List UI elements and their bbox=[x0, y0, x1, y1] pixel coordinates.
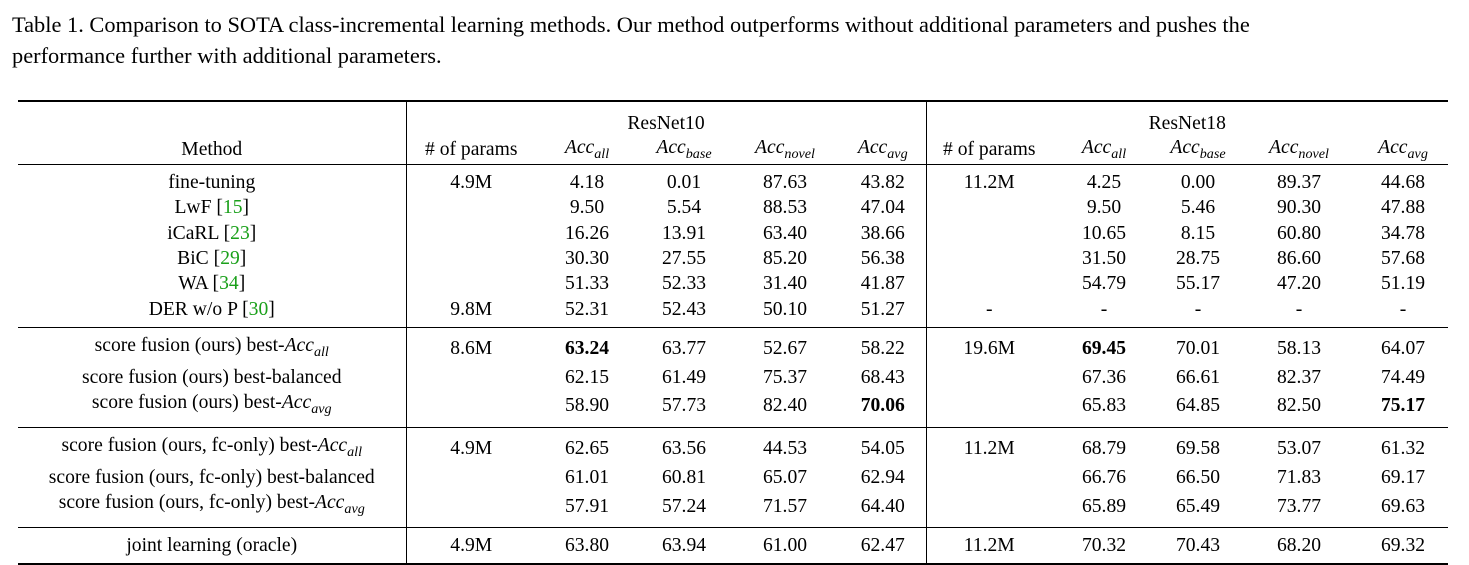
acc-metric bbox=[281, 392, 332, 417]
r10-params-header: # of params bbox=[425, 139, 518, 160]
r18-all-cell: 65.83 bbox=[1081, 395, 1127, 417]
r10-params-cell bbox=[406, 195, 536, 220]
method-name: joint learning (oracle) bbox=[126, 535, 298, 557]
r10-all-cell: 57.91 bbox=[564, 495, 610, 517]
table-row bbox=[18, 165, 1448, 196]
method-name: BiC bbox=[177, 248, 209, 270]
r18-all-cell: 66.76 bbox=[1081, 467, 1127, 489]
r10-params-cell: 4.9M bbox=[406, 528, 536, 565]
r10-params-cell: 4.9M bbox=[406, 165, 536, 196]
r18-all-cell: 70.32 bbox=[1052, 528, 1156, 565]
table-row bbox=[18, 221, 1448, 246]
r10-acc-novel-header: Acc$_{novel}$ bbox=[755, 137, 815, 162]
r18-novel-cell: 60.80 bbox=[1276, 222, 1322, 244]
r10-avg-cell: 68.43 bbox=[840, 365, 926, 390]
r18-novel-cell: 53.07 bbox=[1240, 427, 1358, 464]
r18-all-cell: 65.89 bbox=[1081, 495, 1127, 517]
r18-avg-cell: 57.68 bbox=[1380, 248, 1426, 270]
r18-base-cell: 70.01 bbox=[1156, 327, 1240, 364]
r10-novel-cell: 61.00 bbox=[730, 528, 840, 565]
r10-novel-cell: 52.67 bbox=[730, 327, 840, 364]
r18-params-cell bbox=[926, 271, 1052, 296]
r10-params-cell bbox=[406, 246, 536, 271]
r10-avg-cell: 64.40 bbox=[840, 490, 926, 527]
r10-params-cell: 9.8M bbox=[450, 298, 493, 320]
method-name: score fusion (ours) best- bbox=[91, 392, 282, 414]
r10-acc-base-header: Acc$_{base}$ bbox=[656, 137, 712, 162]
r18-base-cell: 55.17 bbox=[1175, 273, 1221, 295]
r18-base-cell: 70.43 bbox=[1156, 528, 1240, 565]
r18-avg-cell: 69.63 bbox=[1380, 495, 1426, 517]
r10-novel-cell: 31.40 bbox=[762, 273, 808, 295]
r10-novel-cell: 82.40 bbox=[762, 395, 808, 417]
table-caption bbox=[12, 9, 1457, 71]
r18-all-cell: 10.65 bbox=[1081, 222, 1127, 244]
r18-avg-cell: 44.68 bbox=[1358, 165, 1448, 196]
r18-params-cell bbox=[926, 465, 1052, 490]
r18-params-cell bbox=[926, 365, 1052, 390]
r18-params-cell bbox=[926, 490, 1052, 527]
r18-avg-cell: 61.32 bbox=[1358, 427, 1448, 464]
citation-link: 34 bbox=[219, 273, 239, 295]
r10-base-cell: 63.77 bbox=[638, 327, 730, 364]
r10-all-cell: 62.15 bbox=[564, 366, 610, 388]
r18-all-cell: 68.79 bbox=[1052, 427, 1156, 464]
r10-base-cell: 13.91 bbox=[661, 222, 707, 244]
acc-symbol: Acc bbox=[315, 492, 345, 514]
r18-all-cell: 4.25 bbox=[1052, 165, 1156, 196]
r10-all-cell: 9.50 bbox=[569, 197, 605, 219]
group-header-row bbox=[18, 101, 1448, 136]
method-cell bbox=[18, 427, 406, 464]
method-cell: iCaRL [23] bbox=[18, 221, 406, 246]
r10-novel-cell: 65.07 bbox=[762, 467, 808, 489]
comparison-table bbox=[18, 100, 1448, 565]
r10-avg-cell: 54.05 bbox=[840, 427, 926, 464]
table-row bbox=[18, 490, 1448, 527]
acc-symbol: Acc bbox=[317, 434, 348, 456]
r10-params-cell bbox=[406, 490, 536, 527]
method-name: iCaRL bbox=[167, 222, 219, 244]
r10-all-cell: 52.31 bbox=[564, 298, 610, 320]
r18-all-cell: 9.50 bbox=[1086, 197, 1122, 219]
r10-base-cell: 61.49 bbox=[661, 366, 707, 388]
r18-base-cell: 65.49 bbox=[1175, 495, 1221, 517]
r18-all-cell: 69.45 bbox=[1052, 327, 1156, 364]
method-cell: DER w/o P [30] bbox=[18, 296, 406, 327]
r10-all-cell: 63.80 bbox=[536, 528, 638, 565]
r18-novel-cell: 71.83 bbox=[1276, 467, 1322, 489]
r10-all-cell: 51.33 bbox=[564, 273, 610, 295]
r18-all-cell: - bbox=[1100, 298, 1108, 320]
r10-base-cell: 0.01 bbox=[638, 165, 730, 196]
citation-link: 29 bbox=[220, 248, 240, 270]
r18-novel-cell: 47.20 bbox=[1276, 273, 1322, 295]
r18-base-cell: 66.61 bbox=[1175, 366, 1221, 388]
method-name: score fusion (ours, fc-only) best- bbox=[58, 492, 316, 514]
r10-avg-cell: 56.38 bbox=[840, 246, 926, 271]
method-cell bbox=[18, 490, 406, 527]
acc-symbol: Acc bbox=[281, 392, 312, 414]
method-name: score fusion (ours) best- bbox=[94, 334, 285, 356]
method-header: Method bbox=[18, 136, 406, 165]
table-row bbox=[18, 465, 1448, 490]
r18-acc-avg-header: Acc$_{avg}$ bbox=[1378, 137, 1428, 162]
r10-params-cell bbox=[406, 221, 536, 246]
acc-symbol: Acc bbox=[284, 334, 314, 356]
r18-avg-cell: 75.17 bbox=[1380, 395, 1426, 417]
r10-base-cell: 60.81 bbox=[661, 467, 707, 489]
method-name: fine-tuning bbox=[168, 172, 256, 194]
r18-novel-cell: 82.37 bbox=[1276, 366, 1322, 388]
method-cell: WA [34] bbox=[18, 271, 406, 296]
r18-params-cell bbox=[926, 246, 1052, 271]
group-resnet10: ResNet10 bbox=[406, 101, 926, 136]
method-cell: BiC [29] bbox=[18, 246, 406, 271]
r10-base-cell: 63.56 bbox=[638, 427, 730, 464]
r18-novel-cell: 58.13 bbox=[1240, 327, 1358, 364]
r18-params-cell: 11.2M bbox=[926, 165, 1052, 196]
r10-all-cell: 61.01 bbox=[564, 467, 610, 489]
r18-base-cell: - bbox=[1194, 298, 1202, 320]
table-row bbox=[18, 390, 1448, 427]
r10-avg-cell: 41.87 bbox=[840, 271, 926, 296]
r18-all-cell: 54.79 bbox=[1081, 273, 1127, 295]
r10-novel-cell: 88.53 bbox=[762, 197, 808, 219]
table-row bbox=[18, 365, 1448, 390]
r18-acc-all-header: Acc$_{all}$ bbox=[1081, 137, 1127, 162]
r18-avg-cell: 51.19 bbox=[1380, 273, 1426, 295]
caption-line-1: Table 1. Comparison to SOTA class-incremental learning methods. Our method outperforms without additional parameters and pushes the bbox=[12, 12, 1250, 37]
r10-params-cell bbox=[406, 365, 536, 390]
caption-line-2: performance further with additional parameters. bbox=[12, 43, 442, 68]
r18-novel-cell: - bbox=[1295, 298, 1303, 320]
r18-avg-cell: 34.78 bbox=[1380, 222, 1426, 244]
r10-base-cell: 52.43 bbox=[661, 298, 707, 320]
method-name: score fusion (ours, fc-only) best-balanced bbox=[48, 467, 375, 489]
method-cell bbox=[18, 327, 406, 364]
r10-acc-avg-header: Acc$_{avg}$ bbox=[840, 136, 926, 165]
r10-all-cell: 16.26 bbox=[564, 222, 610, 244]
r10-novel-cell: 50.10 bbox=[762, 298, 808, 320]
r18-params-header: # of params bbox=[943, 139, 1036, 160]
r18-base-cell: 69.58 bbox=[1156, 427, 1240, 464]
r10-params-cell bbox=[406, 465, 536, 490]
r10-avg-cell: 62.94 bbox=[840, 465, 926, 490]
r10-avg-cell: 51.27 bbox=[840, 296, 926, 327]
method-name: score fusion (ours) best-balanced bbox=[81, 366, 342, 388]
r10-novel-cell: 87.63 bbox=[730, 165, 840, 196]
r10-base-cell: 27.55 bbox=[661, 248, 707, 270]
method-cell: LwF [15] bbox=[18, 195, 406, 220]
r10-avg-cell: 38.66 bbox=[840, 221, 926, 246]
r10-params-cell bbox=[406, 390, 536, 427]
table-row bbox=[18, 195, 1448, 220]
acc-metric bbox=[284, 334, 329, 360]
acc-subscript: all bbox=[313, 343, 329, 360]
r10-acc-all-header: Acc$_{all}$ bbox=[564, 137, 610, 162]
table-row bbox=[18, 327, 1448, 364]
r10-all-cell: 4.18 bbox=[536, 165, 638, 196]
r18-params-cell bbox=[926, 221, 1052, 246]
acc-metric bbox=[315, 492, 365, 518]
r10-avg-cell: 43.82 bbox=[840, 165, 926, 196]
r10-base-cell: 52.33 bbox=[661, 273, 707, 295]
r18-base-cell: 8.15 bbox=[1180, 222, 1216, 244]
r10-all-cell: 30.30 bbox=[564, 248, 610, 270]
r18-params-cell: 19.6M bbox=[926, 327, 1052, 364]
r18-all-cell: 67.36 bbox=[1081, 366, 1127, 388]
method-name: LwF bbox=[174, 197, 212, 219]
method-name: DER w/o P bbox=[148, 298, 238, 320]
acc-subscript: avg bbox=[344, 501, 365, 518]
acc-subscript: all bbox=[347, 443, 363, 460]
r10-novel-cell: 75.37 bbox=[762, 366, 808, 388]
r18-params-cell: - bbox=[985, 298, 993, 320]
r18-all-cell: 31.50 bbox=[1081, 248, 1127, 270]
r18-params-cell: 11.2M bbox=[926, 427, 1052, 464]
r18-params-cell bbox=[926, 195, 1052, 220]
r18-novel-cell: 90.30 bbox=[1276, 197, 1322, 219]
r10-novel-cell: 44.53 bbox=[730, 427, 840, 464]
method-cell bbox=[18, 365, 406, 390]
r10-params-cell: 8.6M bbox=[406, 327, 536, 364]
r18-avg-cell: 69.17 bbox=[1380, 467, 1426, 489]
r18-novel-cell: 73.77 bbox=[1276, 495, 1322, 517]
table-row bbox=[18, 528, 1448, 565]
r10-params-cell: 4.9M bbox=[406, 427, 536, 464]
citation-link: 15 bbox=[222, 197, 243, 219]
r18-base-cell: 64.85 bbox=[1175, 395, 1221, 417]
r18-base-cell: 66.50 bbox=[1175, 467, 1221, 489]
r10-base-cell: 63.94 bbox=[638, 528, 730, 565]
r10-base-cell: 5.54 bbox=[666, 197, 702, 219]
r18-avg-cell: 47.88 bbox=[1380, 197, 1426, 219]
r18-acc-base-header: Acc$_{base}$ bbox=[1170, 137, 1226, 162]
table-row bbox=[18, 271, 1448, 296]
r18-novel-cell: 86.60 bbox=[1276, 248, 1322, 270]
r18-avg-cell: 74.49 bbox=[1380, 366, 1426, 388]
r10-avg-cell: 70.06 bbox=[840, 390, 926, 427]
r10-base-cell: 57.24 bbox=[661, 495, 707, 517]
r18-base-cell: 28.75 bbox=[1175, 248, 1221, 270]
table-row bbox=[18, 296, 1448, 327]
r10-base-cell: 57.73 bbox=[661, 395, 707, 417]
acc-subscript: avg bbox=[311, 400, 332, 417]
citation-link: 30 bbox=[248, 298, 269, 320]
method-cell bbox=[18, 390, 406, 427]
column-header-row bbox=[18, 136, 1448, 165]
r18-avg-cell: 69.32 bbox=[1358, 528, 1448, 565]
method-name: WA bbox=[178, 273, 208, 295]
r18-avg-cell: - bbox=[1399, 298, 1407, 320]
method-cell bbox=[18, 528, 406, 565]
acc-metric bbox=[317, 434, 363, 460]
group-resnet18: ResNet18 bbox=[926, 101, 1448, 136]
r18-novel-cell: 68.20 bbox=[1240, 528, 1358, 565]
r18-base-cell: 0.00 bbox=[1156, 165, 1240, 196]
r18-novel-cell: 89.37 bbox=[1240, 165, 1358, 196]
r18-params-cell bbox=[926, 390, 1052, 427]
r10-all-cell: 63.24 bbox=[536, 327, 638, 364]
method-name: score fusion (ours, fc-only) best- bbox=[61, 434, 318, 456]
r10-avg-cell: 47.04 bbox=[840, 195, 926, 220]
r10-all-cell: 58.90 bbox=[564, 395, 610, 417]
citation-link: 23 bbox=[230, 222, 250, 244]
table-row bbox=[18, 246, 1448, 271]
table-row bbox=[18, 427, 1448, 464]
r18-avg-cell: 64.07 bbox=[1358, 327, 1448, 364]
r18-base-cell: 5.46 bbox=[1180, 197, 1216, 219]
r10-params-cell bbox=[406, 271, 536, 296]
method-cell bbox=[18, 165, 406, 196]
r10-novel-cell: 85.20 bbox=[762, 248, 808, 270]
r10-novel-cell: 63.40 bbox=[762, 222, 808, 244]
r10-avg-cell: 62.47 bbox=[840, 528, 926, 565]
r10-avg-cell: 58.22 bbox=[840, 327, 926, 364]
method-cell bbox=[18, 465, 406, 490]
r18-acc-novel-header: Acc$_{novel}$ bbox=[1269, 137, 1329, 162]
r18-params-cell: 11.2M bbox=[926, 528, 1052, 565]
r10-novel-cell: 71.57 bbox=[762, 495, 808, 517]
r10-all-cell: 62.65 bbox=[536, 427, 638, 464]
r18-novel-cell: 82.50 bbox=[1276, 395, 1322, 417]
